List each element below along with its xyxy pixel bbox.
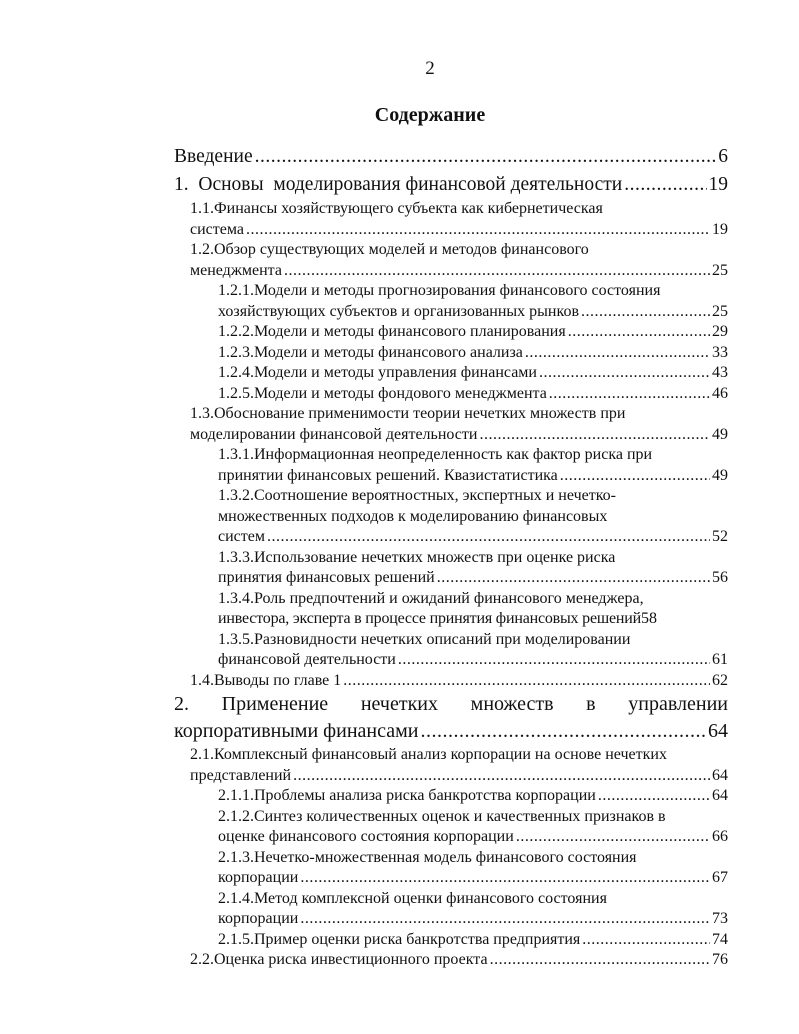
leader-dots [560, 466, 710, 487]
toc-page-number: 67 [712, 869, 728, 886]
toc-entry-title: Введение [174, 146, 253, 167]
toc-entry-chapter-1[interactable] [174, 171, 728, 199]
toc-page-number: 66 [712, 828, 728, 845]
toc-entry-title-cont: хозяйствующих субъектов и организованных рынков [218, 302, 579, 320]
chapter-2-word: Применение [221, 693, 329, 715]
toc-page-number: 74 [712, 930, 728, 948]
toc-entry-title: 1.2.2.Модели и методы финансового планирования [218, 323, 566, 340]
toc-entry-title: 1.3.3.Использование нечетких множеств при оценке риска [218, 548, 616, 566]
toc-entry-title: 1.3.2.Соотношение вероятностных, экспертных и нечетко- [218, 487, 616, 504]
toc-entry-title: 1.2.1.Модели и методы прогнозирования финансового состояния [218, 282, 661, 299]
leader-dots [516, 827, 710, 848]
toc-entry-title-cont: инвестора, эксперта в процессе принятия финансовых решений [218, 610, 641, 627]
toc-page-number: 49 [712, 425, 728, 443]
toc-page-number: 25 [712, 261, 728, 279]
toc-entry-title: 2.1.1.Проблемы анализа риска банкротства корпорации [218, 787, 596, 804]
leader-dots [525, 343, 710, 364]
toc-entry-title: 2.2.Оценка риска инвестиционного проекта [190, 951, 488, 968]
chapter-2-word: множеств [470, 693, 554, 715]
toc-entry-1-2[interactable] [190, 240, 728, 281]
chapter-2-word: 2. [174, 693, 189, 715]
toc-page-number: 64 [712, 766, 728, 784]
toc-entry-title: 1.1.Финансы хозяйствующего субъекта как кибернетическая [190, 200, 603, 217]
toc-entry-title-cont: система [190, 220, 244, 238]
toc-entry-title: 1.2.5.Модели и методы фондового менеджмента [218, 384, 547, 402]
chapter-2-word: нечетких [360, 693, 439, 715]
chapter-2-word: управлении [628, 693, 728, 715]
toc-entry-1-3-4[interactable] [218, 589, 728, 630]
toc-entry-2-2[interactable] [190, 950, 728, 971]
toc-page-number: 6 [718, 146, 728, 167]
leader-dots [437, 568, 710, 589]
leader-dots [343, 671, 710, 692]
table-of-contents [0, 143, 799, 971]
toc-entry-title-cont: множественных подходов к моделированию финансовых [218, 507, 608, 525]
toc-page-number: 19 [708, 174, 728, 195]
leader-dots [267, 527, 710, 548]
toc-page-number: 76 [712, 951, 728, 968]
toc-page-number: 43 [712, 364, 728, 381]
toc-entry-1-1[interactable] [190, 199, 728, 240]
leader-dots [300, 868, 710, 889]
toc-page-number: 19 [712, 220, 728, 238]
toc-page-number: 33 [712, 343, 728, 361]
toc-page-number: 29 [712, 323, 728, 340]
toc-entry-title: 1.3.5.Разновидности нечетких описаний при моделировании [218, 630, 631, 648]
toc-entry-1-2-3[interactable] [218, 343, 728, 364]
leader-dots [479, 425, 710, 446]
toc-entry-title: 1.2.3.Модели и методы финансового анализа [218, 343, 523, 361]
toc-page-number: 62 [712, 671, 728, 689]
toc-page-number: 73 [712, 910, 728, 927]
page-title: Содержание [374, 104, 486, 126]
toc-entry-chapter-2[interactable] [174, 691, 728, 745]
toc-entry-title-cont: оценке финансового состояния корпорации [218, 828, 514, 845]
leader-dots [598, 786, 710, 807]
toc-entry-title-cont: менеджмента [190, 261, 282, 279]
toc-entry-title-cont: финансовой деятельности [218, 651, 396, 668]
toc-page-number: 64 [712, 787, 728, 804]
toc-entry-title: 1. Основы моделирования финансовой деятельности [174, 174, 623, 195]
leader-dots [284, 261, 710, 282]
page-number: 2 [425, 58, 435, 79]
toc-entry-title-cont: корпорации [218, 869, 299, 886]
leader-dots [539, 363, 710, 384]
chapter-2-word: в [586, 693, 596, 715]
toc-entry-1-3-5[interactable] [218, 630, 728, 671]
toc-entry-2-1-5[interactable] [218, 930, 728, 951]
toc-entry-title: 2.1.2.Синтез количественных оценок и качественных признаков в [218, 807, 666, 825]
toc-entry-1-4[interactable] [190, 671, 728, 692]
toc-page-number: 56 [712, 569, 728, 586]
toc-entry-1-3-1[interactable] [218, 445, 728, 486]
toc-entry-2-1-3[interactable] [218, 848, 728, 889]
toc-entry-1-2-2[interactable] [218, 322, 728, 343]
toc-page-number: 61 [712, 651, 728, 668]
toc-entry-title-cont: принятии финансовых решений. Квазистатистика [218, 466, 558, 484]
toc-entry-title-cont: корпоративными финансами [174, 720, 419, 742]
toc-entry-1-3-3[interactable] [218, 548, 728, 589]
toc-entry-1-2-5[interactable] [218, 384, 728, 405]
leader-dots [624, 171, 706, 199]
toc-page-number: 49 [712, 466, 728, 484]
toc-entry-title: 1.3.1.Информационная неопределенность как фактор риска при [218, 446, 653, 463]
toc-entry-2-1-2[interactable] [218, 807, 728, 848]
toc-entry-title-cont: моделировании финансовой деятельности [190, 425, 478, 443]
leader-dots [582, 930, 710, 951]
toc-entry-1-2-4[interactable] [218, 363, 728, 384]
toc-page-number: 64 [708, 720, 728, 742]
leader-dots [300, 909, 710, 930]
leader-dots [581, 302, 710, 323]
leader-dots [293, 766, 710, 787]
toc-entry-title: 2.1.4.Метод комплексной оценки финансового состояния [218, 889, 607, 907]
toc-entry-title-cont: принятия финансовых решений [218, 569, 435, 586]
leader-dots [568, 322, 710, 343]
leader-dots [246, 220, 710, 241]
toc-entry-title: 2.1.Комплексный финансовый анализ корпорации на основе нечетких [190, 746, 667, 763]
toc-entry-title: 2.1.3.Нечетко-множественная модель финансового состояния [218, 848, 637, 866]
toc-entry-title-cont: корпорации [218, 910, 299, 927]
toc-entry-1-2-1[interactable] [218, 281, 728, 322]
toc-entry-title: 1.3.4.Роль предпочтений и ожиданий финансового менеджера, [218, 589, 644, 607]
toc-entry-title [174, 691, 728, 718]
leader-dots [490, 950, 710, 971]
leader-dots [420, 718, 706, 745]
toc-page-number: 46 [712, 384, 728, 402]
toc-page-number: 52 [712, 528, 728, 545]
toc-entry-title: 2.1.5.Пример оценки риска банкротства предприятия [218, 930, 581, 948]
toc-entry-title: 1.2.4.Модели и методы управления финансами [218, 364, 537, 381]
toc-entry-title: 1.2.Обзор существующих моделей и методов финансового [190, 241, 589, 258]
toc-entry-title: 1.3.Обоснование применимости теории нечетких множеств при [190, 405, 626, 422]
toc-entry-title-cont: представлений [190, 766, 292, 784]
toc-page-number: 58 [640, 610, 657, 627]
toc-entry-title: 1.4.Выводы по главе 1 [190, 671, 342, 689]
leader-dots [549, 384, 710, 405]
toc-entry-1-3-2[interactable] [218, 486, 728, 548]
toc-page-number: 25 [712, 302, 728, 320]
toc-entry-2-1-4[interactable] [218, 889, 728, 930]
toc-entry-2-1-1[interactable] [218, 786, 728, 807]
toc-entry-title-cont: систем [218, 528, 265, 545]
toc-entry-1-3[interactable] [190, 404, 728, 445]
leader-dots [255, 143, 717, 171]
toc-entry-2-1[interactable] [190, 745, 728, 786]
toc-entry-introduction[interactable] [174, 143, 728, 171]
leader-dots [398, 650, 710, 671]
